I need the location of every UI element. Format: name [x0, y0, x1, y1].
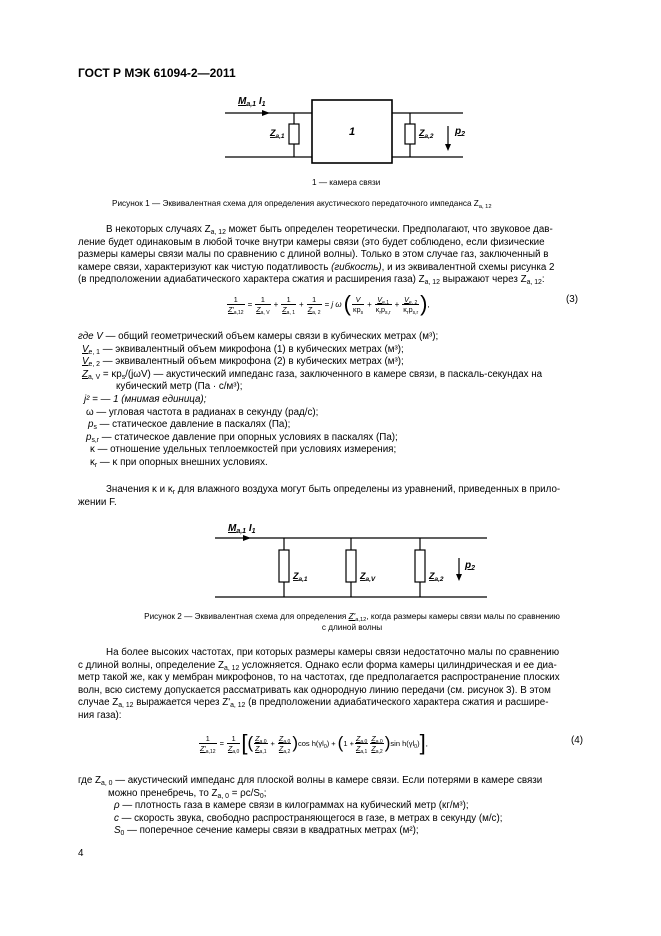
figure-2-circuit [0, 505, 661, 605]
fig1-z2-label: $Z_{a,2}$ [419, 128, 434, 140]
equation-3: $\frac{1}{Z'_{a,12}}$ = $\frac{1}{Z_{a, V}}$ + $\frac{1}{Z_{a, 1}}$ + $\frac{1}{Z_{a, 2}}$ = j ω ( $\frac{V}{\kappa p_s}$ + $\frac{V_{e,1}}{\kappa_rp_{s,r}}$ + $\frac{V_{e, 2}}{\kappa_rp_{s,r}}$ ) , [228, 291, 430, 316]
def-ps: $p_s$ — статическое давление в паскалях (Па); [88, 419, 291, 432]
def-S0: $S_0$ — поперечное сечение камеры связи в квадратных метрах (м²); [114, 825, 419, 838]
fig1-legend: 1 — камера связи [312, 178, 381, 187]
def-rho: ρ — плотность газа в камере связи в килограммах на кубический метр (кг/м³); [114, 800, 469, 812]
def-ZaV: $Z_{a, V} = \kappa p_s/(j\omega V)$ — акустический импеданс газа, заключенного в камере связи, в паскаль-секундах на [82, 368, 543, 381]
fig2-z2-label: $Z_{a,2}$ [429, 571, 444, 583]
paragraph-3: На более высоких частотах, при которых размеры камеры связи недостаточно малы по сравнению с длиной волны, определение $Z_{a, 12}$ усложняется. Однако если форма камеры цилиндрическая и ее диа- метр такой же, как у мембран микрофонов, то на частотах, где предполагается распространение плоских волн, всю систему допускается рассматривать как однородную линию передачи (см. рисунок 3). В этом случае $Z_{a, 12}$ выражается через $Z'_{a, 12}$ (в предположении адиабатического характера сжатия и расшире- ния газа): [78, 647, 560, 721]
fig1-flow-label: $M_{a,1}$ $I_1$ [238, 96, 266, 108]
definitions-1 [78, 331, 583, 470]
def-kappa-r: $\kappa_r$ — κ при опорных внешних условиях. [90, 456, 268, 469]
fig1-p-label: $p_2$ [455, 126, 466, 138]
figure-1-circuit [0, 0, 661, 200]
page-number: 4 [78, 848, 84, 859]
fig2-zv-label: $Z_{a,V}$ [360, 571, 376, 583]
fig2-p-label: $p_2$ [465, 560, 476, 572]
equation-3-number: (3) [566, 294, 578, 305]
fig2-caption: Рисунок 2 — Эквивалентная схема для определения $Z'_{a,12}$, когда размеры камеры связи малы по сравнению с длиной волны [144, 612, 560, 632]
fig2-z1-label: $Z_{a,1}$ [293, 571, 308, 583]
def-kappa: κ — отношение удельных теплоемкостей при условиях измерения; [90, 444, 397, 456]
def-V: где V — общий геометрический объем камеры связи в кубических метрах (м³); [78, 331, 439, 342]
document-header: ГОСТ Р МЭК 61094-2—2011 [78, 66, 236, 80]
def-j: j² = — 1 (мнимая единица); [84, 393, 207, 405]
equation-4-number: (4) [571, 735, 583, 746]
paragraph-2: Значения κ и $\kappa_r$ для влажного воздуха могут быть определены из уравнений, приведенных в прило- жении F. [78, 484, 561, 508]
fig1-box-label: 1 [349, 126, 356, 138]
def-Za0-cont: можно пренебречь, то $Z_{a, 0} = \rho c/S_0$; [108, 787, 267, 800]
equation-4: $\frac{1}{Z'_{a,12}}$ = $\frac{1}{Z_{a,0}}$ [ ( $\frac{Z_{a,0}}{Z_{a,1}}$ + $\frac{Z_{a,0}}{Z_{a,2}}$ ) $\cos h(\gamma l_0)$ + ( 1 + $\frac{Z_{a,0}}{Z_{a,1}}$ $\frac{Z_{a,0}}{Z_{a,2}}$ ) $\sin h(\gamma l_0)$ ] , [200, 730, 428, 755]
def-psr: $p_{s,r}$ — статическое давление при опорных условиях в паскалях (Па); [86, 431, 398, 444]
def-ZaV-cont: кубический метр (Па · с/м³); [116, 381, 243, 393]
paragraph-1: В некоторых случаях $Z_{a, 12}$ может быть определен теоретически. Предполагают, что звуковое дав- ление будет одинаковым в любой точке внутри камеры связи (это будет соблюдено, если физические размеры камеры связи малы по сравнению с длиной волны). Только в этом случае газ, заключенный в камере связи, характеризуют как чистую податливость (гибкость), и из эквивалентной схемы рисунка 2 (в предположении адиабатического характера сжатия и расширения газа) $Z_{a, 12}$ выражают через $Z_{a, 12}$: [78, 224, 555, 287]
def-c: c — скорость звука, свободно распространяющегося в газе, в метрах в секунду (м/с); [114, 812, 503, 824]
def-Ve2: $V_{e, 2}$ — эквивалентный объем микрофона (2) в кубических метрах (м³); [82, 356, 404, 369]
definitions-2 [78, 775, 583, 838]
def-Za0: где $Z_{a, 0}$ — акустический импеданс для плоской волны в камере связи. Если потерями в камере связи [78, 775, 543, 787]
fig1-z1-label: $Z_{a,1}$ [270, 128, 285, 140]
fig2-flow-label: $M_{a,1}$ $I_1$ [228, 523, 256, 535]
fig1-caption: Рисунок 1 — Эквивалентная схема для определения акустического передаточного импеданса $Z_{a, 12}$ [112, 199, 492, 210]
def-omega: ω — угловая частота в радианах в секунду (рад/с); [86, 406, 319, 418]
def-Ve1: $V_{e, 1}$ — эквивалентный объем микрофона (1) в кубических метрах (м³); [82, 343, 404, 356]
